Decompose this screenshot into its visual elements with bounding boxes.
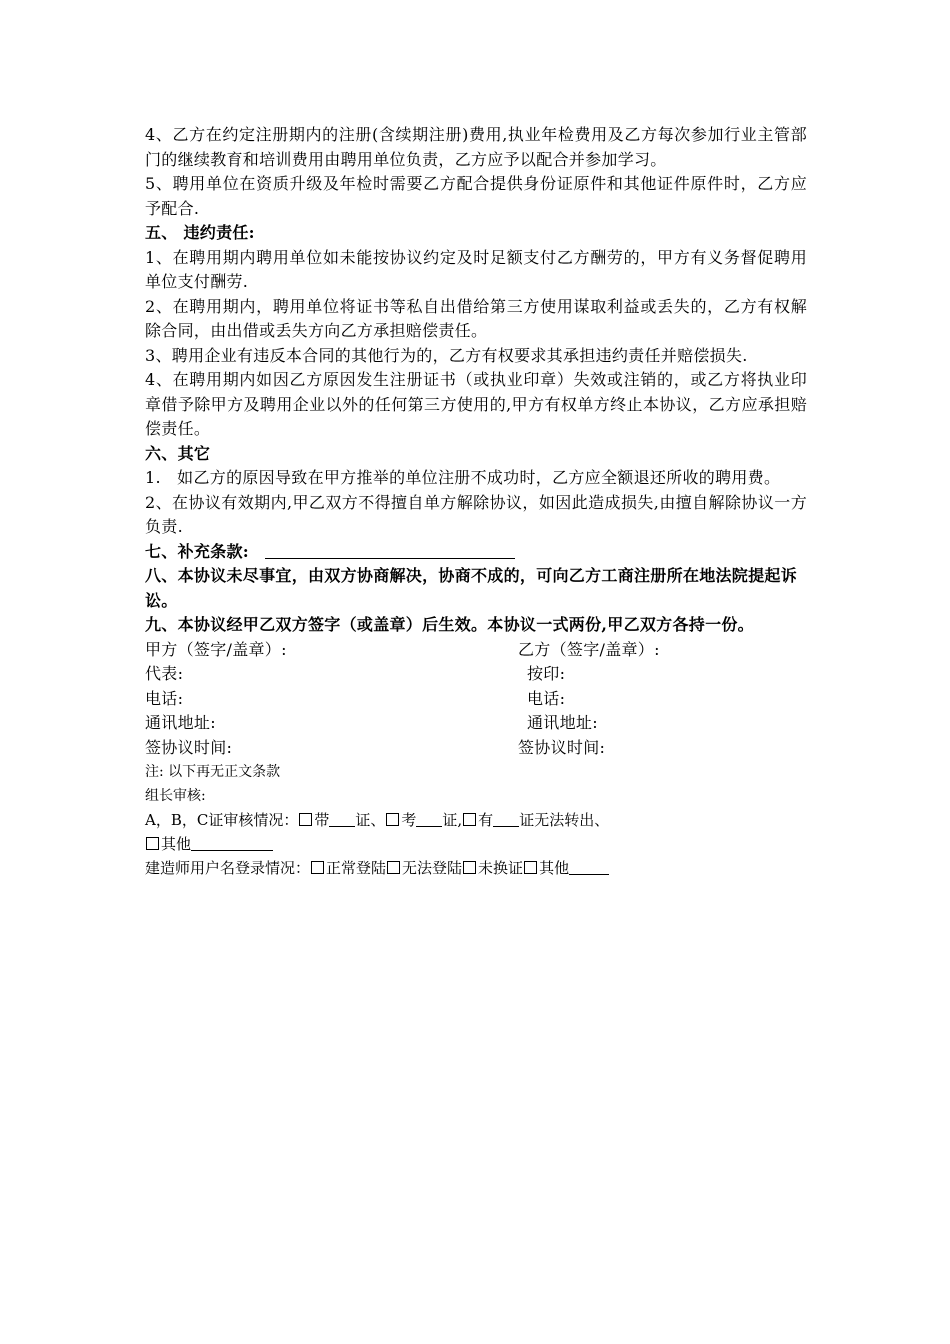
- cert-zheng2-label: 证,: [442, 811, 463, 829]
- section-7-heading: [145, 540, 807, 565]
- clause-4-4: 4、乙方在约定注册期内的注册(含续期注册)费用,执业年检费用及乙方每次参加行业主管部门的继续教育和培训费用由聘用单位负责，乙方应予以配合并参加学习。: [145, 125, 807, 169]
- clause-5-3: 3、聘用企业有违反本合同的其他行为的，乙方有权要求其承担违约责任并赔偿损失.: [145, 345, 748, 365]
- party-b-address-label: 通讯地址:: [527, 713, 598, 732]
- clause-5-4: 4、在聘用期内如因乙方原因发生注册证书（或执业印章）失效或注销的，或乙方将执业印章借予除甲方及聘用企业以外的任何第三方使用的,甲方有权单方终止本协议，乙方应承担赔偿责任。: [145, 370, 807, 438]
- login-other-label: 其他: [539, 859, 570, 877]
- signature-row-3: [145, 687, 807, 712]
- clause-5-2: 2、在聘用期内，聘用单位将证书等私自出借给第三方使用谋取利益或丢失的，乙方有权解除合同，由出借或丢失方向乙方承担赔偿责任。: [145, 296, 807, 340]
- cert-you-label: 有: [478, 811, 494, 829]
- clause-4-5: 5、聘用单位在资质升级及年检时需要乙方配合提供身份证原件和其他证件原件时，乙方应予配合.: [145, 174, 807, 218]
- party-a-date-label: 签协议时间:: [145, 737, 233, 757]
- signature-row-5: [145, 736, 807, 761]
- checkbox-has-cert[interactable]: [463, 813, 476, 826]
- cert-review-prefix: A，B，C证审核情况：: [145, 811, 299, 829]
- cert-other-label: 其他: [161, 835, 192, 853]
- certificate-review-line: [145, 808, 807, 832]
- party-b-phone-label: 电话:: [527, 688, 566, 708]
- group-leader-review-label: 组长审核:: [145, 788, 206, 804]
- checkbox-login-fail[interactable]: [387, 861, 400, 874]
- checkbox-with-cert[interactable]: [299, 813, 312, 826]
- cert-you-blank: [493, 810, 519, 827]
- cert-kao-blank: [416, 810, 442, 827]
- document-body: [145, 123, 807, 880]
- section-7-label: 七、补充条款:: [145, 541, 250, 561]
- cert-dai-label: 带: [314, 811, 330, 829]
- certificate-other-line: [145, 832, 807, 856]
- end-of-terms-note: 注: 以下再无正文条款: [145, 764, 281, 780]
- login-nochange-label: 未换证: [478, 859, 524, 877]
- login-status-line: [145, 856, 807, 880]
- party-b-sign-label: 乙方（签字/盖章）:: [518, 639, 660, 659]
- clause-6-2: 2、在协议有效期内,甲乙双方不得擅自单方解除协议，如因此造成损失,由擅自解除协议一方负责.: [145, 492, 807, 536]
- checkbox-login-nochange[interactable]: [463, 861, 476, 874]
- section-9-heading: 九、本协议经甲乙双方签字（或盖章）后生效。本协议一式两份,甲乙双方各持一份。: [145, 615, 754, 634]
- supplement-blank-line: [265, 542, 515, 559]
- login-ok-label: 正常登陆: [326, 859, 387, 877]
- signature-row-4: [145, 711, 807, 736]
- section-5-heading: 五、 违约责任:: [145, 223, 255, 242]
- section-6-heading: 六、其它: [145, 443, 211, 463]
- party-b-date-label: 签协议时间:: [518, 737, 606, 757]
- login-fail-label: 无法登陆: [402, 859, 463, 877]
- checkbox-cert-other[interactable]: [146, 837, 159, 850]
- party-a-phone-label: 电话:: [145, 688, 184, 708]
- cert-kao-label: 考: [401, 811, 417, 829]
- cert-dai-blank: [329, 810, 355, 827]
- signature-row-2: [145, 662, 807, 687]
- checkbox-exam-cert[interactable]: [386, 813, 399, 826]
- checkbox-login-ok[interactable]: [311, 861, 324, 874]
- party-b-thumbprint-label: 按印:: [527, 664, 566, 683]
- clause-5-1: 1、在聘用期内聘用单位如未能按协议约定及时足额支付乙方酬劳的，甲方有义务督促聘用单位支付酬劳.: [145, 247, 807, 291]
- checkbox-login-other[interactable]: [524, 861, 537, 874]
- login-status-prefix: 建造师用户名登录情况：: [145, 859, 311, 877]
- cert-other-blank: [191, 834, 273, 851]
- clause-6-1: 1. 如乙方的原因导致在甲方推举的单位注册不成功时，乙方应全额退还所收的聘用费。: [145, 468, 781, 487]
- cert-zheng1-label: 证、: [355, 811, 386, 829]
- signature-row-1: [145, 638, 807, 663]
- section-8-heading: 八、本协议未尽事宜，由双方协商解决，协商不成的，可向乙方工商注册所在地法院提起诉讼。: [145, 566, 798, 610]
- party-a-sign-label: 甲方（签字/盖章）:: [145, 639, 287, 659]
- login-other-blank: [569, 858, 609, 875]
- cert-transfer-label: 证无法转出、: [519, 811, 610, 829]
- party-a-address-label: 通讯地址:: [145, 713, 216, 732]
- party-a-rep-label: 代表:: [145, 664, 184, 683]
